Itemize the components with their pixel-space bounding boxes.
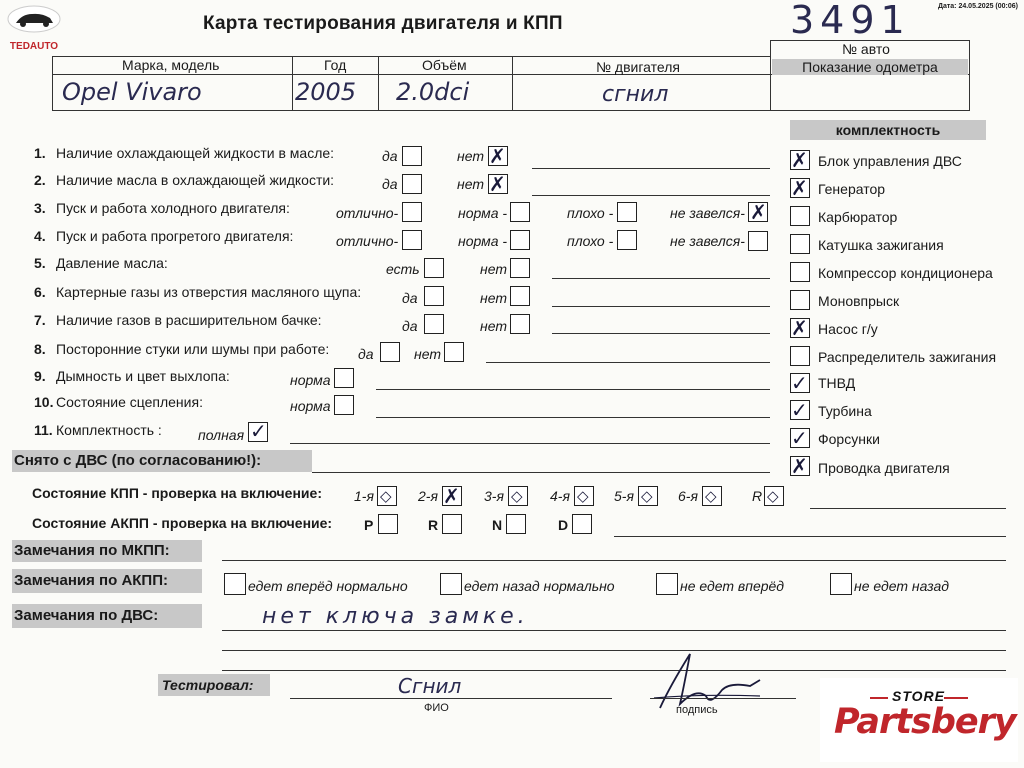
check-mark-icon: ◇ — [641, 487, 653, 505]
check-mark-icon: ◇ — [511, 487, 523, 505]
completeness-item: Блок управления ДВС — [818, 153, 962, 169]
completeness-item: Проводка двигателя — [818, 460, 950, 476]
completeness-item: Компрессор кондиционера — [818, 265, 993, 281]
checkbox-yes[interactable] — [402, 174, 422, 194]
gear-label: 3-я — [484, 488, 504, 504]
hw-year: 2005 — [295, 78, 357, 106]
checkbox-yes[interactable] — [402, 146, 422, 166]
option-label: нет — [480, 261, 507, 277]
checkbox-excellent[interactable] — [402, 202, 422, 222]
akpp-forward-ok-checkbox[interactable] — [224, 573, 246, 595]
option-label: нет — [457, 148, 484, 164]
option-label: да — [358, 346, 374, 362]
col-auto-no: № авто — [842, 41, 890, 57]
option-label: отлично- — [336, 233, 399, 249]
option-label: отлично- — [336, 205, 399, 221]
remarks-akpp-label: Замечания по АКПП: — [12, 569, 202, 593]
completeness-item: Генератор — [818, 181, 886, 197]
hw-fio: Сгнил — [398, 674, 462, 698]
completeness-checkbox[interactable] — [790, 206, 810, 226]
gear-label: 6-я — [678, 488, 698, 504]
checkbox-no[interactable] — [444, 342, 464, 362]
checkbox-yes[interactable] — [424, 258, 444, 278]
checkbox-normal[interactable] — [334, 395, 354, 415]
completeness-item: Моновпрыск — [818, 293, 900, 309]
partsbery-logo — [820, 678, 1018, 762]
completeness-checkbox[interactable] — [790, 234, 810, 254]
option-label: норма — [290, 372, 331, 388]
option-label: норма - — [458, 233, 508, 249]
option-label: норма — [290, 398, 331, 414]
check-mark-icon: ✗ — [489, 172, 506, 196]
checkbox-no[interactable] — [510, 286, 530, 306]
option-label: полная — [198, 427, 245, 443]
remarks-mkpp-label: Замечания по МКПП: — [12, 540, 202, 562]
check-mark-icon: ✓ — [250, 419, 267, 443]
option-label: да — [382, 176, 398, 192]
gear-checkbox[interactable] — [572, 514, 592, 534]
gear-label: 4-я — [550, 488, 570, 504]
tested-by-label: Тестировал: — [158, 674, 270, 696]
fio-label: ФИО — [424, 702, 449, 714]
completeness-item: ТНВД — [818, 375, 856, 391]
tedauto-logo-text: TEDAUTO — [9, 41, 59, 52]
hw-dvs-remark: нет ключа замке. — [262, 604, 529, 629]
gear-label: R — [752, 488, 763, 504]
completeness-item: Катушка зажигания — [818, 237, 944, 253]
completeness-checkbox[interactable] — [790, 262, 810, 282]
option-label: норма - — [458, 205, 508, 221]
hw-engine-no: сгнил — [602, 82, 669, 107]
checklist-num: 10. — [34, 394, 54, 410]
checklist-text: Состояние сцепления: — [56, 394, 203, 410]
completeness-item: Карбюратор — [818, 209, 898, 225]
checklist-num: 5. — [34, 255, 46, 271]
option-label: да — [402, 318, 418, 334]
gear-label: 2-я — [418, 488, 438, 504]
form-title: Карта тестирования двигателя и КПП — [203, 13, 563, 34]
checklist-text: Наличие охлаждающей жидкости в масле: — [56, 145, 335, 161]
option-label: плохо - — [567, 233, 614, 249]
checkbox-normal[interactable] — [334, 368, 354, 388]
checkbox-yes[interactable] — [424, 286, 444, 306]
akpp-no-backward-checkbox[interactable] — [830, 573, 852, 595]
check-mark-icon: ◇ — [705, 487, 717, 505]
gear-label: P — [364, 517, 374, 533]
option-label: не завелся- — [670, 233, 745, 249]
checkbox-not-started[interactable] — [748, 231, 768, 251]
option-label: плохо - — [567, 205, 614, 221]
gear-checkbox[interactable] — [506, 514, 526, 534]
akpp-option-label: едет назад нормально — [464, 578, 615, 594]
check-mark-icon: ✓ — [791, 398, 808, 422]
check-mark-icon: ✗ — [791, 148, 808, 172]
checklist-text: Пуск и работа прогретого двигателя: — [56, 228, 294, 244]
checklist-text: Пуск и работа холодного двигателя: — [56, 200, 290, 216]
date-stamp: Дата: 24.05.2025 (00:06) — [937, 3, 1018, 10]
check-mark-icon: ◇ — [577, 487, 589, 505]
checklist-text: Наличие газов в расширительном бачке: — [56, 312, 322, 328]
col-make-model: Марка, модель — [122, 57, 220, 73]
checklist-num: 4. — [34, 228, 46, 244]
gear-label: 1-я — [354, 488, 374, 504]
akpp-option-label: едет вперёд нормально — [248, 578, 408, 594]
checklist-num: 6. — [34, 284, 46, 300]
checklist-text: Картерные газы из отверстия масляного щупа: — [56, 284, 362, 300]
handwritten-number: 3491 — [790, 0, 911, 42]
option-label: да — [382, 148, 398, 164]
completeness-checkbox[interactable] — [790, 346, 810, 366]
kpp-check-label: Состояние КПП - проверка на включение: — [32, 485, 322, 501]
check-mark-icon: ✓ — [791, 426, 808, 450]
hw-volume: 2.0dci — [396, 78, 470, 106]
checklist-num: 3. — [34, 200, 46, 216]
check-mark-icon: ✗ — [489, 144, 506, 168]
gear-checkbox[interactable] — [442, 514, 462, 534]
completeness-checkbox[interactable] — [790, 290, 810, 310]
checklist-text: Давление масла: — [56, 255, 168, 271]
check-mark-icon: ✗ — [750, 200, 767, 224]
checklist-num: 2. — [34, 172, 46, 188]
gear-label: N — [492, 517, 503, 533]
checklist-text: Комплектность : — [56, 422, 162, 438]
checklist-num: 8. — [34, 341, 46, 357]
col-year: Год — [324, 57, 347, 73]
car-icon — [6, 4, 62, 34]
akpp-no-forward-checkbox[interactable] — [656, 573, 678, 595]
option-label: не завелся- — [670, 205, 745, 221]
checkbox-bad[interactable] — [617, 230, 637, 250]
checkbox-yes[interactable] — [424, 314, 444, 334]
option-label: да — [402, 290, 418, 306]
akpp-option-label: не едет вперёд — [680, 578, 785, 594]
checklist-num: 1. — [34, 145, 46, 161]
gear-label: D — [558, 517, 569, 533]
signature-label: подпись — [676, 704, 718, 716]
checklist-text: Наличие масла в охлаждающей жидкости: — [56, 172, 335, 188]
completeness-item: Распределитель зажигания — [818, 349, 997, 365]
check-mark-icon: ✗ — [443, 484, 460, 508]
hw-make-model: Opel Vivaro — [62, 78, 202, 106]
gear-label: 5-я — [614, 488, 634, 504]
checklist-text: Дымность и цвет выхлопа: — [56, 368, 230, 384]
checklist-text: Посторонние стуки или шумы при работе: — [56, 341, 330, 357]
akpp-backward-ok-checkbox[interactable] — [440, 573, 462, 595]
check-mark-icon: ✗ — [791, 176, 808, 200]
check-mark-icon: ◇ — [380, 487, 392, 505]
checklist-num: 7. — [34, 312, 46, 328]
header-table — [52, 40, 970, 110]
akpp-check-label: Состояние АКПП - проверка на включение: — [32, 515, 333, 531]
option-label: нет — [480, 318, 507, 334]
completeness-item: Насос г/у — [818, 321, 878, 337]
checkbox-normal[interactable] — [510, 202, 530, 222]
partsbery-name: Partsbery — [834, 702, 1016, 742]
remarks-dvs-label: Замечания по ДВС: — [12, 604, 202, 628]
checkbox-no[interactable] — [510, 314, 530, 334]
completeness-title: комплектность — [790, 120, 986, 140]
checklist-num: 11. — [34, 422, 53, 438]
gear-checkbox[interactable] — [378, 514, 398, 534]
col-volume: Объём — [422, 57, 467, 73]
checkbox-normal[interactable] — [510, 230, 530, 250]
checklist-num: 9. — [34, 368, 46, 384]
checkbox-excellent[interactable] — [402, 230, 422, 250]
check-mark-icon: ✗ — [791, 454, 808, 478]
akpp-option-label: не едет назад — [854, 578, 949, 594]
option-label: нет — [457, 176, 484, 192]
option-label: нет — [414, 346, 441, 362]
check-mark-icon: ◇ — [767, 487, 779, 505]
store-label: STORE — [892, 688, 945, 704]
col-engine-no: № двигателя — [596, 59, 680, 75]
col-odometer: Показание одометра — [772, 59, 968, 75]
completeness-item: Форсунки — [818, 431, 880, 447]
removed-from-engine-label: Снято с ДВС (по согласованию!): — [12, 450, 312, 472]
check-mark-icon: ✗ — [791, 316, 808, 340]
checkbox-no[interactable] — [510, 258, 530, 278]
checkbox-bad[interactable] — [617, 202, 637, 222]
option-label: есть — [386, 261, 420, 277]
completeness-item: Турбина — [818, 403, 872, 419]
check-mark-icon: ✓ — [791, 371, 808, 395]
checkbox-yes[interactable] — [380, 342, 400, 362]
gear-label: R — [428, 517, 439, 533]
option-label: нет — [480, 290, 507, 306]
